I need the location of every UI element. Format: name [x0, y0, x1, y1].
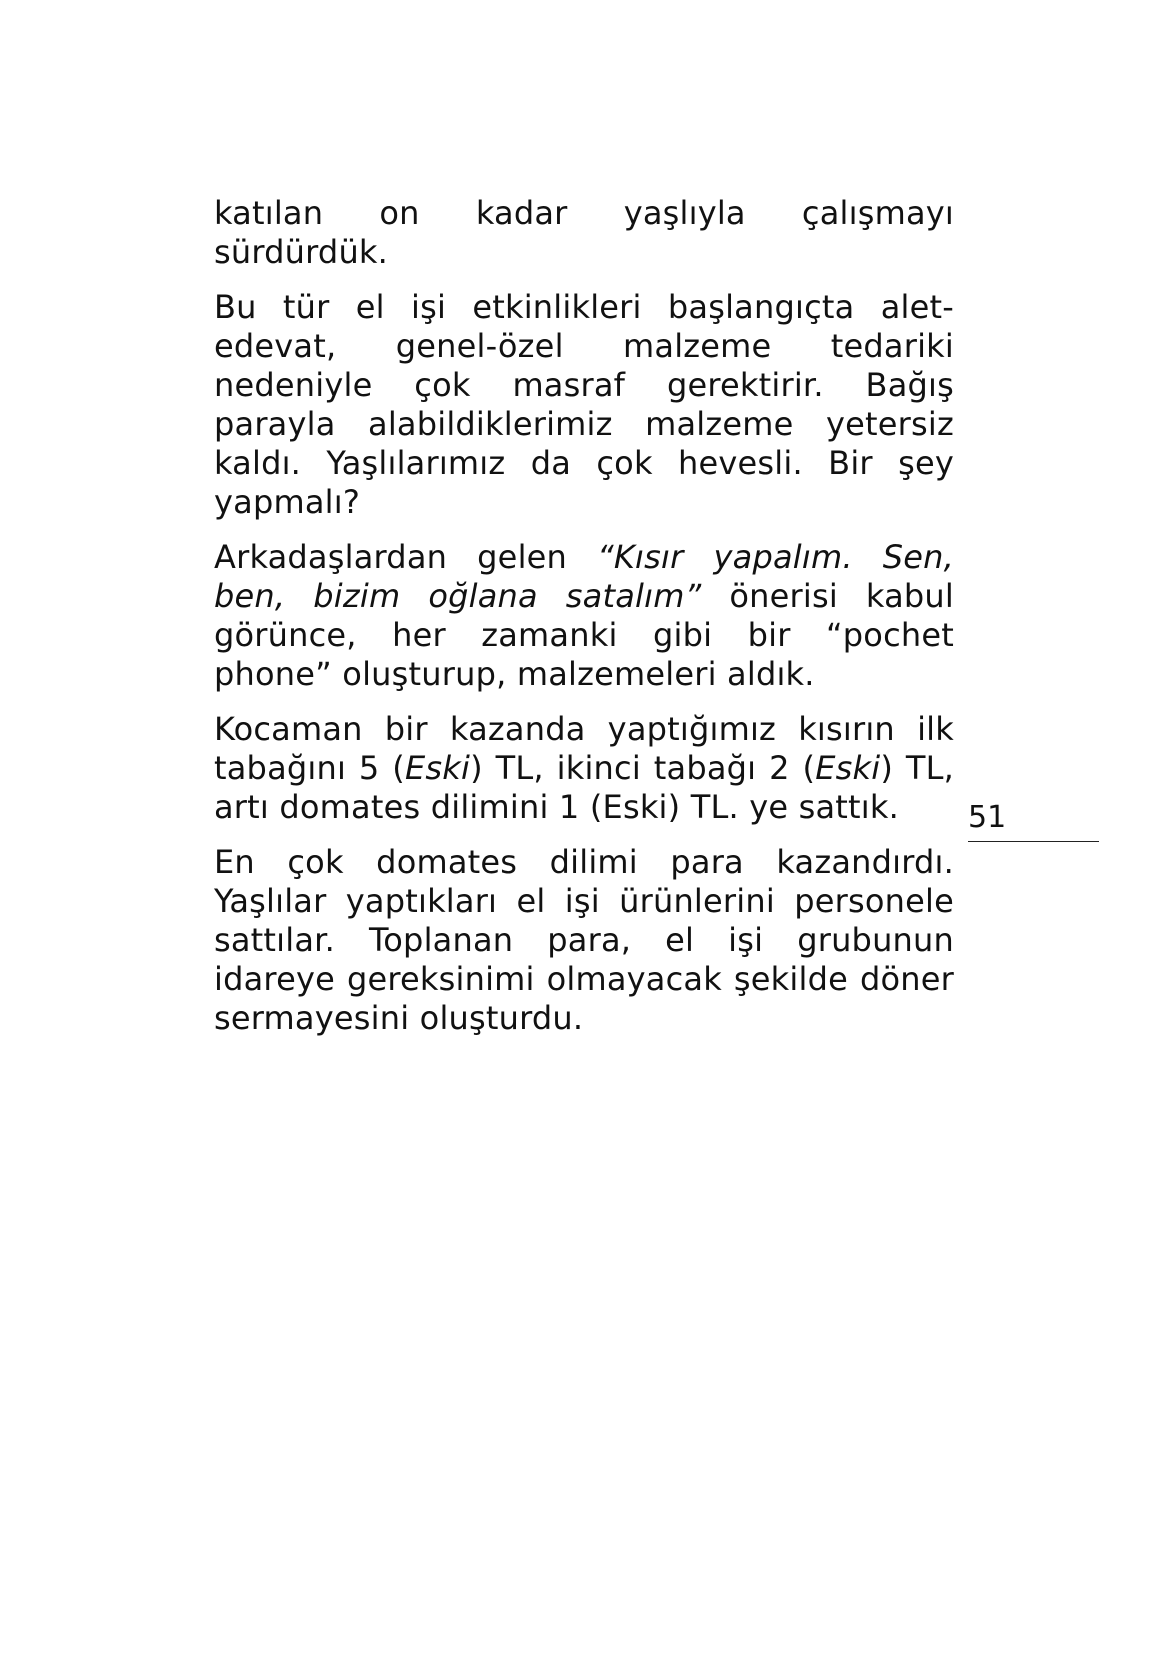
paragraph-3-text-b: önerisi kabul görünce, her zamanki gibi bir “pochet phone” oluşturup, malzemeleri aldık. — [214, 577, 954, 693]
paragraph-2-text: Bu tür el işi etkinlikleri başlangıçta alet-edevat, genel-özel malzeme tedariki nedeniyle çok masraf gerektirir. Bağış parayla alabildiklerimiz malzeme yetersiz kaldı. Yaşlılarımız da çok hevesli. Bir şey yapmalı? — [214, 288, 954, 521]
paragraph-4-eski-italic-2: Eski — [815, 749, 881, 787]
paragraph-2 — [214, 288, 954, 522]
paragraph-4 — [214, 710, 954, 827]
page-number: 51 — [968, 800, 1007, 835]
paragraph-3-text-a: Arkadaşlardan gelen — [214, 538, 598, 576]
paragraph-4-text-a: Kocaman bir kazanda yaptığımız kısırın ilk tabağını 5 ( — [214, 710, 954, 787]
paragraph-4-eski-italic-1: Eski — [405, 749, 471, 787]
paragraph-3-quote-italic: “Kısır yapalım. Sen, ben, bizim oğlana satalım” — [214, 538, 954, 615]
paragraph-4-text-c: ) TL, artı domates dilimini 1 (Eski) TL. ye sattık. — [214, 749, 955, 826]
paragraph-1 — [214, 194, 954, 272]
paragraph-4-text-b: ) TL, ikinci tabağı 2 ( — [470, 749, 816, 787]
body-text — [214, 194, 954, 1054]
paragraph-5 — [214, 843, 954, 1038]
page-number-rule — [968, 841, 1099, 842]
paragraph-5-text: En çok domates dilimi para kazandırdı. Yaşlılar yaptıkları el işi ürünlerini personele sattılar. Toplanan para, el işi grubunun idareye gereksinimi olmayacak şekilde döner sermayesini oluşturdu. — [214, 843, 954, 1037]
paragraph-1-text: katılan on kadar yaşlıyla çalışmayı sürdürdük. — [214, 194, 954, 271]
paragraph-3 — [214, 538, 954, 694]
